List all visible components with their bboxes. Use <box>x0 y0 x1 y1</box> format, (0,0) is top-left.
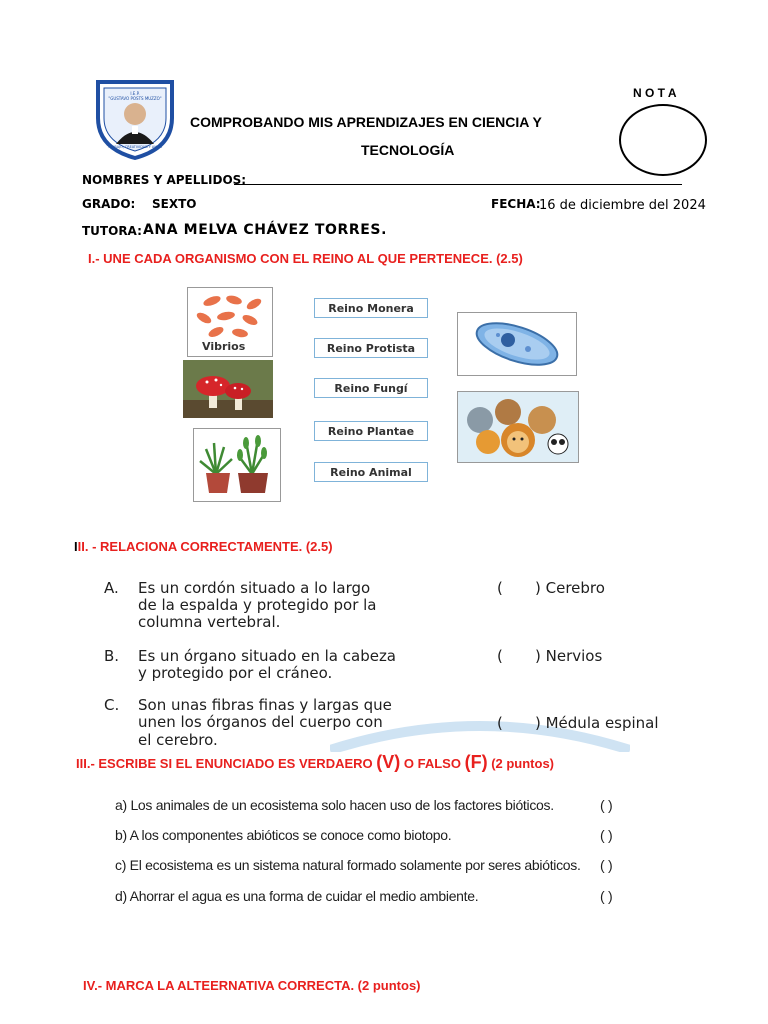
tf-item-c: c) El ecosistema es un sistema natural formado solamente por seres abióticos. <box>115 857 581 873</box>
grado-label: GRADO: <box>82 197 136 211</box>
item-c-line2: unen los órganos del cuerpo con <box>138 713 383 731</box>
plants-image <box>193 428 281 502</box>
reino-protista: Reino Protista <box>314 338 428 358</box>
section3-f: (F) <box>464 752 488 772</box>
item-a-option: ) Cerebro <box>535 579 605 597</box>
section3-title-a: III.- ESCRIBE SI EL ENUNCIADO ES VERDAERO <box>76 756 373 771</box>
nota-label: N O T A <box>633 86 677 100</box>
tf-item-a: a) Los animales de un ecosistema solo hacen uso de los factores bióticos. <box>115 797 554 813</box>
item-b-option: ) Nervios <box>535 647 603 665</box>
section2-title-text: II. - RELACIONA CORRECTAMENTE. (2.5) <box>77 539 333 554</box>
animals-image <box>457 391 579 463</box>
protist-cell-image <box>457 312 577 376</box>
reino-animal: Reino Animal <box>314 462 428 482</box>
item-b-letter: B. <box>104 647 120 665</box>
reino-fungi: Reino Fungí <box>314 378 428 398</box>
mushroom-image <box>183 360 273 418</box>
reino-plantae: Reino Plantae <box>314 421 428 441</box>
school-logo <box>94 78 176 160</box>
item-c-paren[interactable]: ( <box>497 714 503 732</box>
nombres-label: NOMBRES Y APELLIDOS: <box>82 173 247 187</box>
item-c-option: ) Médula espinal <box>535 714 659 732</box>
tf-blank-c[interactable]: ( ) <box>600 857 613 873</box>
tf-blank-d[interactable]: ( ) <box>600 888 613 904</box>
item-b-line2: y protegido por el cráneo. <box>138 664 333 682</box>
section3-title-c: (2 puntos) <box>491 756 555 771</box>
logo-text-2: "GUSTAVO POSTS MUZZO" <box>108 96 162 101</box>
section2-title <box>74 539 333 554</box>
tutora-label: TUTORA: <box>82 224 142 238</box>
item-a-paren[interactable]: ( <box>497 579 503 597</box>
item-b-line1: Es un órgano situado en la cabeza <box>138 647 397 665</box>
tf-blank-b[interactable]: ( ) <box>600 827 613 843</box>
tf-item-d: d) Ahorrar el agua es una forma de cuidar el medio ambiente. <box>115 888 479 904</box>
reino-monera: Reino Monera <box>314 298 428 318</box>
tf-blank-a[interactable]: ( ) <box>600 797 613 813</box>
section3-title <box>76 752 554 773</box>
nota-circle <box>619 104 707 176</box>
fecha-label: FECHA: <box>491 197 541 211</box>
logo-text-1: I.E.P. <box>130 91 140 96</box>
tutora-value: ANA MELVA CHÁVEZ TORRES. <box>143 222 388 238</box>
item-c-line3: el cerebro. <box>138 731 218 749</box>
section3-title-b: O FALSO <box>403 756 461 771</box>
item-c-letter: C. <box>104 696 120 714</box>
section1-title: I.- UNE CADA ORGANISMO CON EL REINO AL QUE PERTENECE. (2.5) <box>88 251 523 266</box>
item-c-line1: Son unas fibras finas y largas que <box>138 696 392 714</box>
section4-title: IV.- MARCA LA ALTEERNATIVA CORRECTA. (2 puntos) <box>83 978 421 993</box>
item-a-letter: A. <box>104 579 119 597</box>
section2-title-prefix: I <box>74 539 78 554</box>
item-a-line1: Es un cordón situado a lo largo <box>138 579 371 597</box>
fecha-value: 16 de diciembre del 2024 <box>539 198 706 213</box>
item-b-paren[interactable]: ( <box>497 647 503 665</box>
item-a-line2: de la espalda y protegido por la <box>138 596 377 614</box>
page-title-line1: COMPROBANDO MIS APRENDIZAJES EN CIENCIA Y <box>190 114 542 130</box>
vibrios-caption: Vibrios <box>202 340 246 353</box>
nombres-line[interactable] <box>234 184 682 185</box>
tf-item-b: b) A los componentes abióticos se conoce como biotopo. <box>115 827 452 843</box>
item-a-line3: columna vertebral. <box>138 613 281 631</box>
grado-value: SEXTO <box>152 197 197 211</box>
logo-text-3: TRABAJO, CREATIVIDAD Y AMOR <box>107 145 163 149</box>
vibrios-image <box>187 287 273 357</box>
page-title-line2: TECNOLOGÍA <box>361 142 455 158</box>
section3-v: (V) <box>376 752 401 772</box>
